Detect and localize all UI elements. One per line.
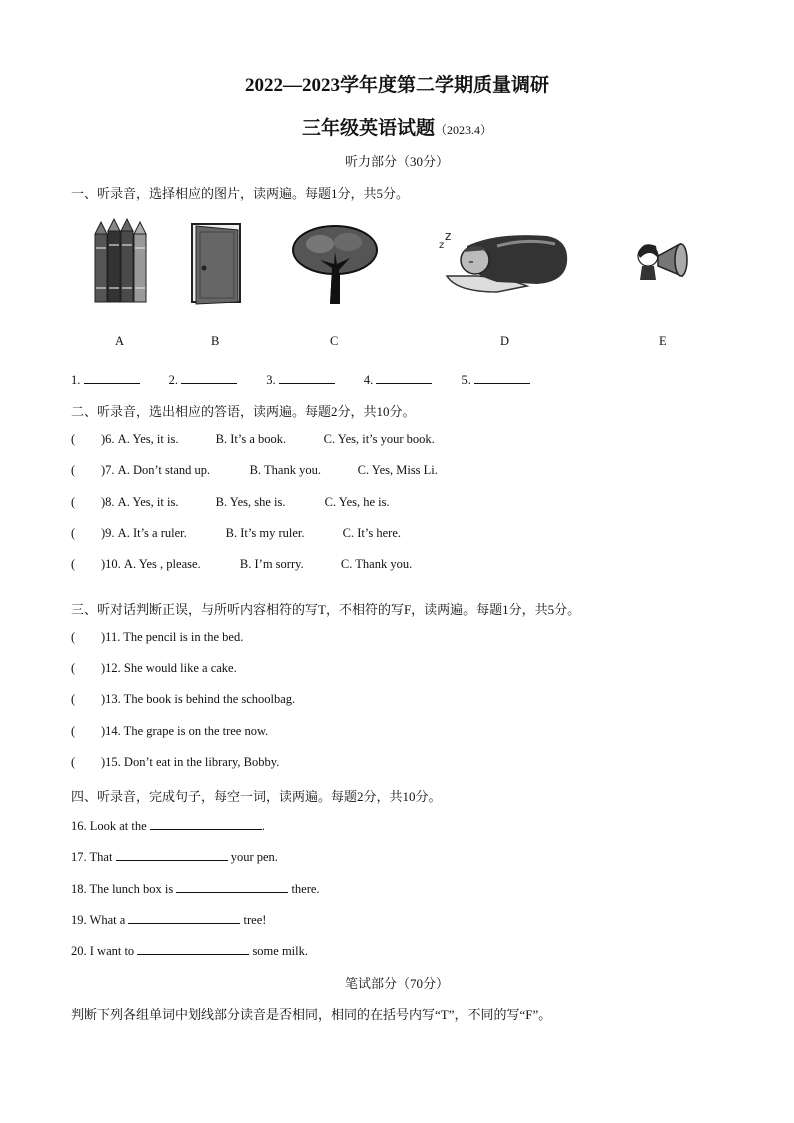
picture-letter: B <box>211 334 220 348</box>
listening-heading: 听力部分（30分） <box>344 154 449 169</box>
crayons-icon <box>90 218 152 304</box>
fill-blank[interactable] <box>137 942 249 955</box>
list-item: ( )9. A. It’s a ruler. B. It’s my ruler. C. It’s here. <box>71 526 401 540</box>
part4-instruction: 四、听录音，完成句子，每空一词，读两遍。每题2分，共10分。 <box>71 789 442 804</box>
subtitle-text: 三年级英语试题 <box>301 118 435 139</box>
list-item: 19. What a tree! <box>71 913 267 927</box>
list-item: ( )6. A. Yes, it is. B. It’s a book. C. Yes, it’s your book. <box>71 432 435 446</box>
list-item: ( )11. The pencil is in the bed. <box>71 630 244 644</box>
tree-icon <box>290 222 380 306</box>
list-item: ( )14. The grape is on the tree now. <box>71 724 269 738</box>
answer-blank[interactable] <box>181 371 237 384</box>
list-item: 18. The lunch box is there. <box>71 882 320 896</box>
svg-text:z: z <box>445 229 452 243</box>
answer-blank[interactable] <box>474 371 530 384</box>
fill-blank[interactable] <box>176 880 288 893</box>
list-item: ( )7. A. Don’t stand up. B. Thank you. C. Yes, Miss Li. <box>71 463 438 477</box>
part2-instruction: 二、听录音，选出相应的答语，读两遍。每题2分，共10分。 <box>71 404 416 419</box>
fill-blank[interactable] <box>116 848 228 861</box>
picture-letter: D <box>500 334 510 348</box>
list-item: 20. I want to some milk. <box>71 944 308 958</box>
list-item: ( )8. A. Yes, it is. B. Yes, she is. C. Yes, he is. <box>71 495 390 509</box>
list-item: ( )13. The book is behind the schoolbag. <box>71 692 296 706</box>
sleeping-boy-icon <box>437 226 572 298</box>
list-item: ( )12. She would like a cake. <box>71 661 237 675</box>
list-item: ( )15. Don’t eat in the library, Bobby. <box>71 755 280 769</box>
answer-blank[interactable] <box>376 371 432 384</box>
picture-letter: A <box>115 334 125 348</box>
list-item: 16. Look at the . <box>71 819 265 833</box>
part3-instruction: 三、听对话判断正误，与所听内容相符的写T，不相符的写F，读两遍。每题1分，共5分。 <box>71 602 581 617</box>
part1-instruction: 一、听录音，选择相应的图片，读两遍。每题1分，共5分。 <box>71 186 410 201</box>
door-icon <box>188 222 244 306</box>
page-title: 2022—2023学年度第二学期质量调研 <box>244 75 549 96</box>
answer-blanks-row: 1. 2. 3. 4. 5. <box>71 371 530 388</box>
subtitle-date: （2023.4） <box>435 123 493 137</box>
writing-instruction: 判断下列各组单词中划线部分读音是否相同，相同的在括号内写“T”，不同的写“F”。 <box>71 1007 552 1022</box>
page-subtitle <box>0 113 794 140</box>
picture-letter: C <box>330 334 339 348</box>
list-item: 17. That your pen. <box>71 850 278 864</box>
svg-text:z: z <box>439 240 445 251</box>
writing-heading: 笔试部分（70分） <box>344 976 449 991</box>
fill-blank[interactable] <box>128 911 240 924</box>
list-item: ( )10. A. Yes , please. B. I’m sorry. C. Thank you. <box>71 557 413 571</box>
girl-megaphone-icon <box>632 236 698 286</box>
fill-blank[interactable] <box>150 817 262 830</box>
picture-letter: E <box>659 334 667 348</box>
answer-blank[interactable] <box>279 371 335 384</box>
answer-blank[interactable] <box>84 371 140 384</box>
